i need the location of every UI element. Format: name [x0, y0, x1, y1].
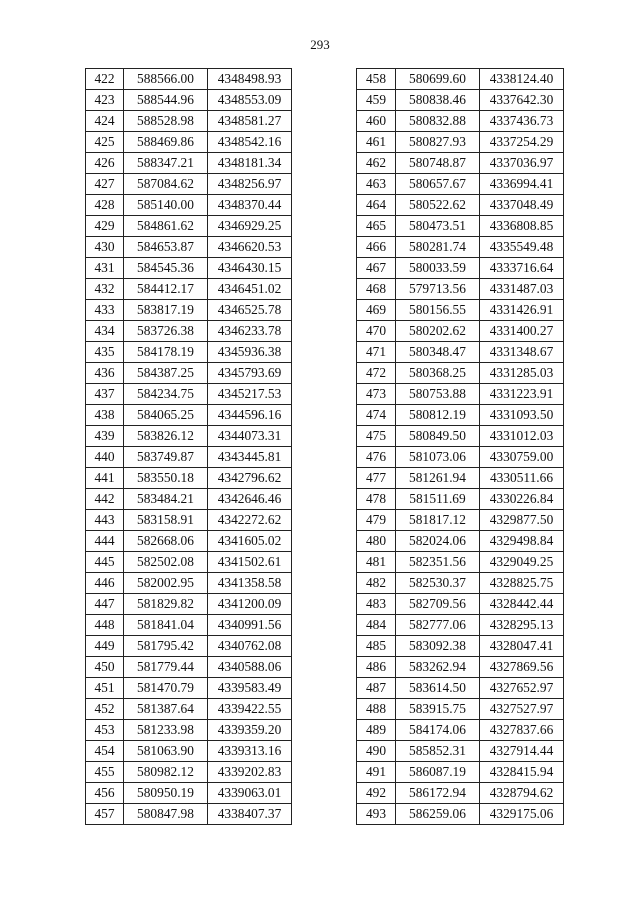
point-number-cell: 468 [357, 279, 396, 300]
point-number-cell: 487 [357, 678, 396, 699]
point-number-cell: 437 [86, 384, 124, 405]
x-coordinate-cell: 586087.19 [396, 762, 480, 783]
table-row [357, 678, 564, 699]
table-row [357, 699, 564, 720]
table-row [357, 132, 564, 153]
table-row [357, 804, 564, 825]
x-coordinate-cell: 580950.19 [124, 783, 208, 804]
y-coordinate-cell: 4342796.62 [208, 468, 292, 489]
x-coordinate-cell: 581233.98 [124, 720, 208, 741]
x-coordinate-cell: 583484.21 [124, 489, 208, 510]
y-coordinate-cell: 4331348.67 [480, 342, 564, 363]
x-coordinate-cell: 581511.69 [396, 489, 480, 510]
point-number-cell: 441 [86, 468, 124, 489]
point-number-cell: 445 [86, 552, 124, 573]
table-row [357, 195, 564, 216]
y-coordinate-cell: 4337036.97 [480, 153, 564, 174]
x-coordinate-cell: 587084.62 [124, 174, 208, 195]
x-coordinate-cell: 580699.60 [396, 69, 480, 90]
table-row [357, 741, 564, 762]
x-coordinate-cell: 588469.86 [124, 132, 208, 153]
y-coordinate-cell: 4328442.44 [480, 594, 564, 615]
point-number-cell: 448 [86, 615, 124, 636]
point-number-cell: 479 [357, 510, 396, 531]
y-coordinate-cell: 4348553.09 [208, 90, 292, 111]
y-coordinate-cell: 4328047.41 [480, 636, 564, 657]
y-coordinate-cell: 4345217.53 [208, 384, 292, 405]
y-coordinate-cell: 4345793.69 [208, 363, 292, 384]
x-coordinate-cell: 583726.38 [124, 321, 208, 342]
point-number-cell: 454 [86, 741, 124, 762]
table-row [86, 741, 292, 762]
x-coordinate-cell: 588347.21 [124, 153, 208, 174]
table-row [86, 363, 292, 384]
point-number-cell: 452 [86, 699, 124, 720]
table-row [86, 384, 292, 405]
y-coordinate-cell: 4331093.50 [480, 405, 564, 426]
y-coordinate-cell: 4348370.44 [208, 195, 292, 216]
x-coordinate-cell: 585140.00 [124, 195, 208, 216]
table-row [86, 573, 292, 594]
x-coordinate-cell: 581470.79 [124, 678, 208, 699]
table-row [86, 657, 292, 678]
point-number-cell: 450 [86, 657, 124, 678]
point-number-cell: 490 [357, 741, 396, 762]
point-number-cell: 488 [357, 699, 396, 720]
x-coordinate-cell: 588566.00 [124, 69, 208, 90]
table-row [86, 405, 292, 426]
table-row [86, 510, 292, 531]
table-row [86, 636, 292, 657]
table-row [357, 90, 564, 111]
point-number-cell: 469 [357, 300, 396, 321]
y-coordinate-cell: 4329877.50 [480, 510, 564, 531]
point-number-cell: 443 [86, 510, 124, 531]
table-row [86, 174, 292, 195]
table-row [357, 783, 564, 804]
point-number-cell: 435 [86, 342, 124, 363]
table-row [357, 342, 564, 363]
y-coordinate-cell: 4336808.85 [480, 216, 564, 237]
y-coordinate-cell: 4345936.38 [208, 342, 292, 363]
table-row [357, 321, 564, 342]
point-number-cell: 434 [86, 321, 124, 342]
table-row [86, 195, 292, 216]
x-coordinate-cell: 580838.46 [396, 90, 480, 111]
x-coordinate-cell: 580812.19 [396, 405, 480, 426]
y-coordinate-cell: 4328295.13 [480, 615, 564, 636]
y-coordinate-cell: 4337642.30 [480, 90, 564, 111]
y-coordinate-cell: 4339063.01 [208, 783, 292, 804]
coordinate-table-left [85, 68, 292, 825]
x-coordinate-cell: 584412.17 [124, 279, 208, 300]
y-coordinate-cell: 4339583.49 [208, 678, 292, 699]
x-coordinate-cell: 580033.59 [396, 258, 480, 279]
point-number-cell: 423 [86, 90, 124, 111]
y-coordinate-cell: 4330511.66 [480, 468, 564, 489]
table-row [86, 615, 292, 636]
point-number-cell: 477 [357, 468, 396, 489]
point-number-cell: 456 [86, 783, 124, 804]
y-coordinate-cell: 4341200.09 [208, 594, 292, 615]
y-coordinate-cell: 4328794.62 [480, 783, 564, 804]
y-coordinate-cell: 4331285.03 [480, 363, 564, 384]
table-row [357, 489, 564, 510]
x-coordinate-cell: 582777.06 [396, 615, 480, 636]
x-coordinate-cell: 581795.42 [124, 636, 208, 657]
page-number: 293 [310, 37, 330, 52]
x-coordinate-cell: 586172.94 [396, 783, 480, 804]
x-coordinate-cell: 582002.95 [124, 573, 208, 594]
y-coordinate-cell: 4340762.08 [208, 636, 292, 657]
y-coordinate-cell: 4339313.16 [208, 741, 292, 762]
x-coordinate-cell: 582351.56 [396, 552, 480, 573]
x-coordinate-cell: 588544.96 [124, 90, 208, 111]
point-number-cell: 458 [357, 69, 396, 90]
x-coordinate-cell: 584861.62 [124, 216, 208, 237]
point-number-cell: 439 [86, 426, 124, 447]
point-number-cell: 457 [86, 804, 124, 825]
x-coordinate-cell: 581829.82 [124, 594, 208, 615]
x-coordinate-cell: 580156.55 [396, 300, 480, 321]
table-row [357, 405, 564, 426]
x-coordinate-cell: 582502.08 [124, 552, 208, 573]
table-row [357, 447, 564, 468]
y-coordinate-cell: 4328825.75 [480, 573, 564, 594]
x-coordinate-cell: 580753.88 [396, 384, 480, 405]
point-number-cell: 471 [357, 342, 396, 363]
y-coordinate-cell: 4328415.94 [480, 762, 564, 783]
table-row [86, 300, 292, 321]
x-coordinate-cell: 580748.87 [396, 153, 480, 174]
point-number-cell: 482 [357, 573, 396, 594]
y-coordinate-cell: 4340991.56 [208, 615, 292, 636]
x-coordinate-cell: 580982.12 [124, 762, 208, 783]
point-number-cell: 427 [86, 174, 124, 195]
x-coordinate-cell: 583614.50 [396, 678, 480, 699]
y-coordinate-cell: 4346451.02 [208, 279, 292, 300]
x-coordinate-cell: 580348.47 [396, 342, 480, 363]
y-coordinate-cell: 4330759.00 [480, 447, 564, 468]
table-row [357, 594, 564, 615]
table-row [357, 384, 564, 405]
x-coordinate-cell: 584065.25 [124, 405, 208, 426]
point-number-cell: 493 [357, 804, 396, 825]
table-row [86, 720, 292, 741]
point-number-cell: 432 [86, 279, 124, 300]
y-coordinate-cell: 4331426.91 [480, 300, 564, 321]
x-coordinate-cell: 582024.06 [396, 531, 480, 552]
table-row [357, 573, 564, 594]
point-number-cell: 470 [357, 321, 396, 342]
point-number-cell: 431 [86, 258, 124, 279]
point-number-cell: 447 [86, 594, 124, 615]
y-coordinate-cell: 4348256.97 [208, 174, 292, 195]
y-coordinate-cell: 4337048.49 [480, 195, 564, 216]
x-coordinate-cell: 580849.50 [396, 426, 480, 447]
y-coordinate-cell: 4331400.27 [480, 321, 564, 342]
point-number-cell: 440 [86, 447, 124, 468]
table-row [86, 489, 292, 510]
x-coordinate-cell: 583749.87 [124, 447, 208, 468]
point-number-cell: 466 [357, 237, 396, 258]
point-number-cell: 467 [357, 258, 396, 279]
table-row [357, 468, 564, 489]
y-coordinate-cell: 4329175.06 [480, 804, 564, 825]
point-number-cell: 424 [86, 111, 124, 132]
table-row [357, 615, 564, 636]
table-row [86, 699, 292, 720]
y-coordinate-cell: 4346620.53 [208, 237, 292, 258]
table-row [86, 447, 292, 468]
table-row [357, 279, 564, 300]
x-coordinate-cell: 583817.19 [124, 300, 208, 321]
table-row [86, 531, 292, 552]
y-coordinate-cell: 4331012.03 [480, 426, 564, 447]
x-coordinate-cell: 581073.06 [396, 447, 480, 468]
x-coordinate-cell: 584653.87 [124, 237, 208, 258]
table-row [86, 132, 292, 153]
y-coordinate-cell: 4342646.46 [208, 489, 292, 510]
y-coordinate-cell: 4344073.31 [208, 426, 292, 447]
y-coordinate-cell: 4343445.81 [208, 447, 292, 468]
table-row [357, 426, 564, 447]
table-row [357, 363, 564, 384]
y-coordinate-cell: 4346233.78 [208, 321, 292, 342]
point-number-cell: 455 [86, 762, 124, 783]
point-number-cell: 438 [86, 405, 124, 426]
table-row [86, 468, 292, 489]
y-coordinate-cell: 4340588.06 [208, 657, 292, 678]
point-number-cell: 473 [357, 384, 396, 405]
x-coordinate-cell: 583092.38 [396, 636, 480, 657]
point-number-cell: 476 [357, 447, 396, 468]
point-number-cell: 475 [357, 426, 396, 447]
table-row [357, 153, 564, 174]
y-coordinate-cell: 4336994.41 [480, 174, 564, 195]
point-number-cell: 465 [357, 216, 396, 237]
point-number-cell: 462 [357, 153, 396, 174]
table-row [357, 300, 564, 321]
table-row [357, 657, 564, 678]
point-number-cell: 492 [357, 783, 396, 804]
y-coordinate-cell: 4348542.16 [208, 132, 292, 153]
point-number-cell: 422 [86, 69, 124, 90]
y-coordinate-cell: 4331487.03 [480, 279, 564, 300]
y-coordinate-cell: 4348181.34 [208, 153, 292, 174]
table-row [357, 69, 564, 90]
x-coordinate-cell: 581841.04 [124, 615, 208, 636]
x-coordinate-cell: 584174.06 [396, 720, 480, 741]
y-coordinate-cell: 4339359.20 [208, 720, 292, 741]
table-row [86, 279, 292, 300]
point-number-cell: 480 [357, 531, 396, 552]
table-row [357, 258, 564, 279]
y-coordinate-cell: 4341358.58 [208, 573, 292, 594]
y-coordinate-cell: 4348498.93 [208, 69, 292, 90]
y-coordinate-cell: 4327837.66 [480, 720, 564, 741]
point-number-cell: 459 [357, 90, 396, 111]
table-row [86, 321, 292, 342]
point-number-cell: 483 [357, 594, 396, 615]
y-coordinate-cell: 4342272.62 [208, 510, 292, 531]
table-row [357, 111, 564, 132]
table-row [86, 342, 292, 363]
y-coordinate-cell: 4346430.15 [208, 258, 292, 279]
x-coordinate-cell: 580832.88 [396, 111, 480, 132]
y-coordinate-cell: 4341502.61 [208, 552, 292, 573]
x-coordinate-cell: 582709.56 [396, 594, 480, 615]
point-number-cell: 436 [86, 363, 124, 384]
table-row [357, 762, 564, 783]
table-body [86, 69, 292, 825]
point-number-cell: 461 [357, 132, 396, 153]
table-row [86, 783, 292, 804]
point-number-cell: 446 [86, 573, 124, 594]
y-coordinate-cell: 4339202.83 [208, 762, 292, 783]
table-row [86, 90, 292, 111]
x-coordinate-cell: 588528.98 [124, 111, 208, 132]
table-body [357, 69, 564, 825]
table-row [357, 174, 564, 195]
x-coordinate-cell: 584234.75 [124, 384, 208, 405]
x-coordinate-cell: 584387.25 [124, 363, 208, 384]
table-row [357, 237, 564, 258]
point-number-cell: 451 [86, 678, 124, 699]
y-coordinate-cell: 4331223.91 [480, 384, 564, 405]
point-number-cell: 464 [357, 195, 396, 216]
y-coordinate-cell: 4327652.97 [480, 678, 564, 699]
x-coordinate-cell: 586259.06 [396, 804, 480, 825]
y-coordinate-cell: 4346929.25 [208, 216, 292, 237]
table-row [357, 720, 564, 741]
x-coordinate-cell: 580827.93 [396, 132, 480, 153]
table-row [357, 216, 564, 237]
x-coordinate-cell: 580281.74 [396, 237, 480, 258]
x-coordinate-cell: 583915.75 [396, 699, 480, 720]
table-row [86, 258, 292, 279]
y-coordinate-cell: 4348581.27 [208, 111, 292, 132]
y-coordinate-cell: 4341605.02 [208, 531, 292, 552]
table-row [86, 552, 292, 573]
x-coordinate-cell: 580847.98 [124, 804, 208, 825]
x-coordinate-cell: 583158.91 [124, 510, 208, 531]
y-coordinate-cell: 4338407.37 [208, 804, 292, 825]
table-row [86, 594, 292, 615]
table-row [357, 510, 564, 531]
point-number-cell: 453 [86, 720, 124, 741]
point-number-cell: 484 [357, 615, 396, 636]
table-row [86, 111, 292, 132]
table-row [86, 216, 292, 237]
y-coordinate-cell: 4327527.97 [480, 699, 564, 720]
x-coordinate-cell: 582668.06 [124, 531, 208, 552]
point-number-cell: 428 [86, 195, 124, 216]
point-number-cell: 478 [357, 489, 396, 510]
point-number-cell: 491 [357, 762, 396, 783]
y-coordinate-cell: 4335549.48 [480, 237, 564, 258]
point-number-cell: 460 [357, 111, 396, 132]
y-coordinate-cell: 4327869.56 [480, 657, 564, 678]
point-number-cell: 472 [357, 363, 396, 384]
point-number-cell: 449 [86, 636, 124, 657]
table-row [86, 762, 292, 783]
y-coordinate-cell: 4333716.64 [480, 258, 564, 279]
y-coordinate-cell: 4346525.78 [208, 300, 292, 321]
point-number-cell: 426 [86, 153, 124, 174]
y-coordinate-cell: 4330226.84 [480, 489, 564, 510]
y-coordinate-cell: 4337254.29 [480, 132, 564, 153]
point-number-cell: 486 [357, 657, 396, 678]
table-row [86, 426, 292, 447]
point-number-cell: 489 [357, 720, 396, 741]
x-coordinate-cell: 581261.94 [396, 468, 480, 489]
x-coordinate-cell: 583550.18 [124, 468, 208, 489]
x-coordinate-cell: 581817.12 [396, 510, 480, 531]
x-coordinate-cell: 580522.62 [396, 195, 480, 216]
x-coordinate-cell: 582530.37 [396, 573, 480, 594]
y-coordinate-cell: 4337436.73 [480, 111, 564, 132]
point-number-cell: 430 [86, 237, 124, 258]
table-row [86, 804, 292, 825]
y-coordinate-cell: 4329049.25 [480, 552, 564, 573]
x-coordinate-cell: 584545.36 [124, 258, 208, 279]
x-coordinate-cell: 581387.64 [124, 699, 208, 720]
point-number-cell: 433 [86, 300, 124, 321]
table-row [86, 69, 292, 90]
x-coordinate-cell: 580368.25 [396, 363, 480, 384]
x-coordinate-cell: 580202.62 [396, 321, 480, 342]
point-number-cell: 463 [357, 174, 396, 195]
point-number-cell: 444 [86, 531, 124, 552]
x-coordinate-cell: 579713.56 [396, 279, 480, 300]
table-row [86, 153, 292, 174]
point-number-cell: 485 [357, 636, 396, 657]
point-number-cell: 425 [86, 132, 124, 153]
table-row [357, 552, 564, 573]
y-coordinate-cell: 4327914.44 [480, 741, 564, 762]
y-coordinate-cell: 4338124.40 [480, 69, 564, 90]
y-coordinate-cell: 4329498.84 [480, 531, 564, 552]
x-coordinate-cell: 584178.19 [124, 342, 208, 363]
x-coordinate-cell: 581063.90 [124, 741, 208, 762]
x-coordinate-cell: 580473.51 [396, 216, 480, 237]
point-number-cell: 474 [357, 405, 396, 426]
y-coordinate-cell: 4344596.16 [208, 405, 292, 426]
table-row [86, 678, 292, 699]
point-number-cell: 442 [86, 489, 124, 510]
x-coordinate-cell: 585852.31 [396, 741, 480, 762]
point-number-cell: 481 [357, 552, 396, 573]
x-coordinate-cell: 583262.94 [396, 657, 480, 678]
coordinate-table-right [356, 68, 564, 825]
x-coordinate-cell: 581779.44 [124, 657, 208, 678]
x-coordinate-cell: 583826.12 [124, 426, 208, 447]
y-coordinate-cell: 4339422.55 [208, 699, 292, 720]
table-row [86, 237, 292, 258]
x-coordinate-cell: 580657.67 [396, 174, 480, 195]
table-row [357, 636, 564, 657]
table-row [357, 531, 564, 552]
point-number-cell: 429 [86, 216, 124, 237]
